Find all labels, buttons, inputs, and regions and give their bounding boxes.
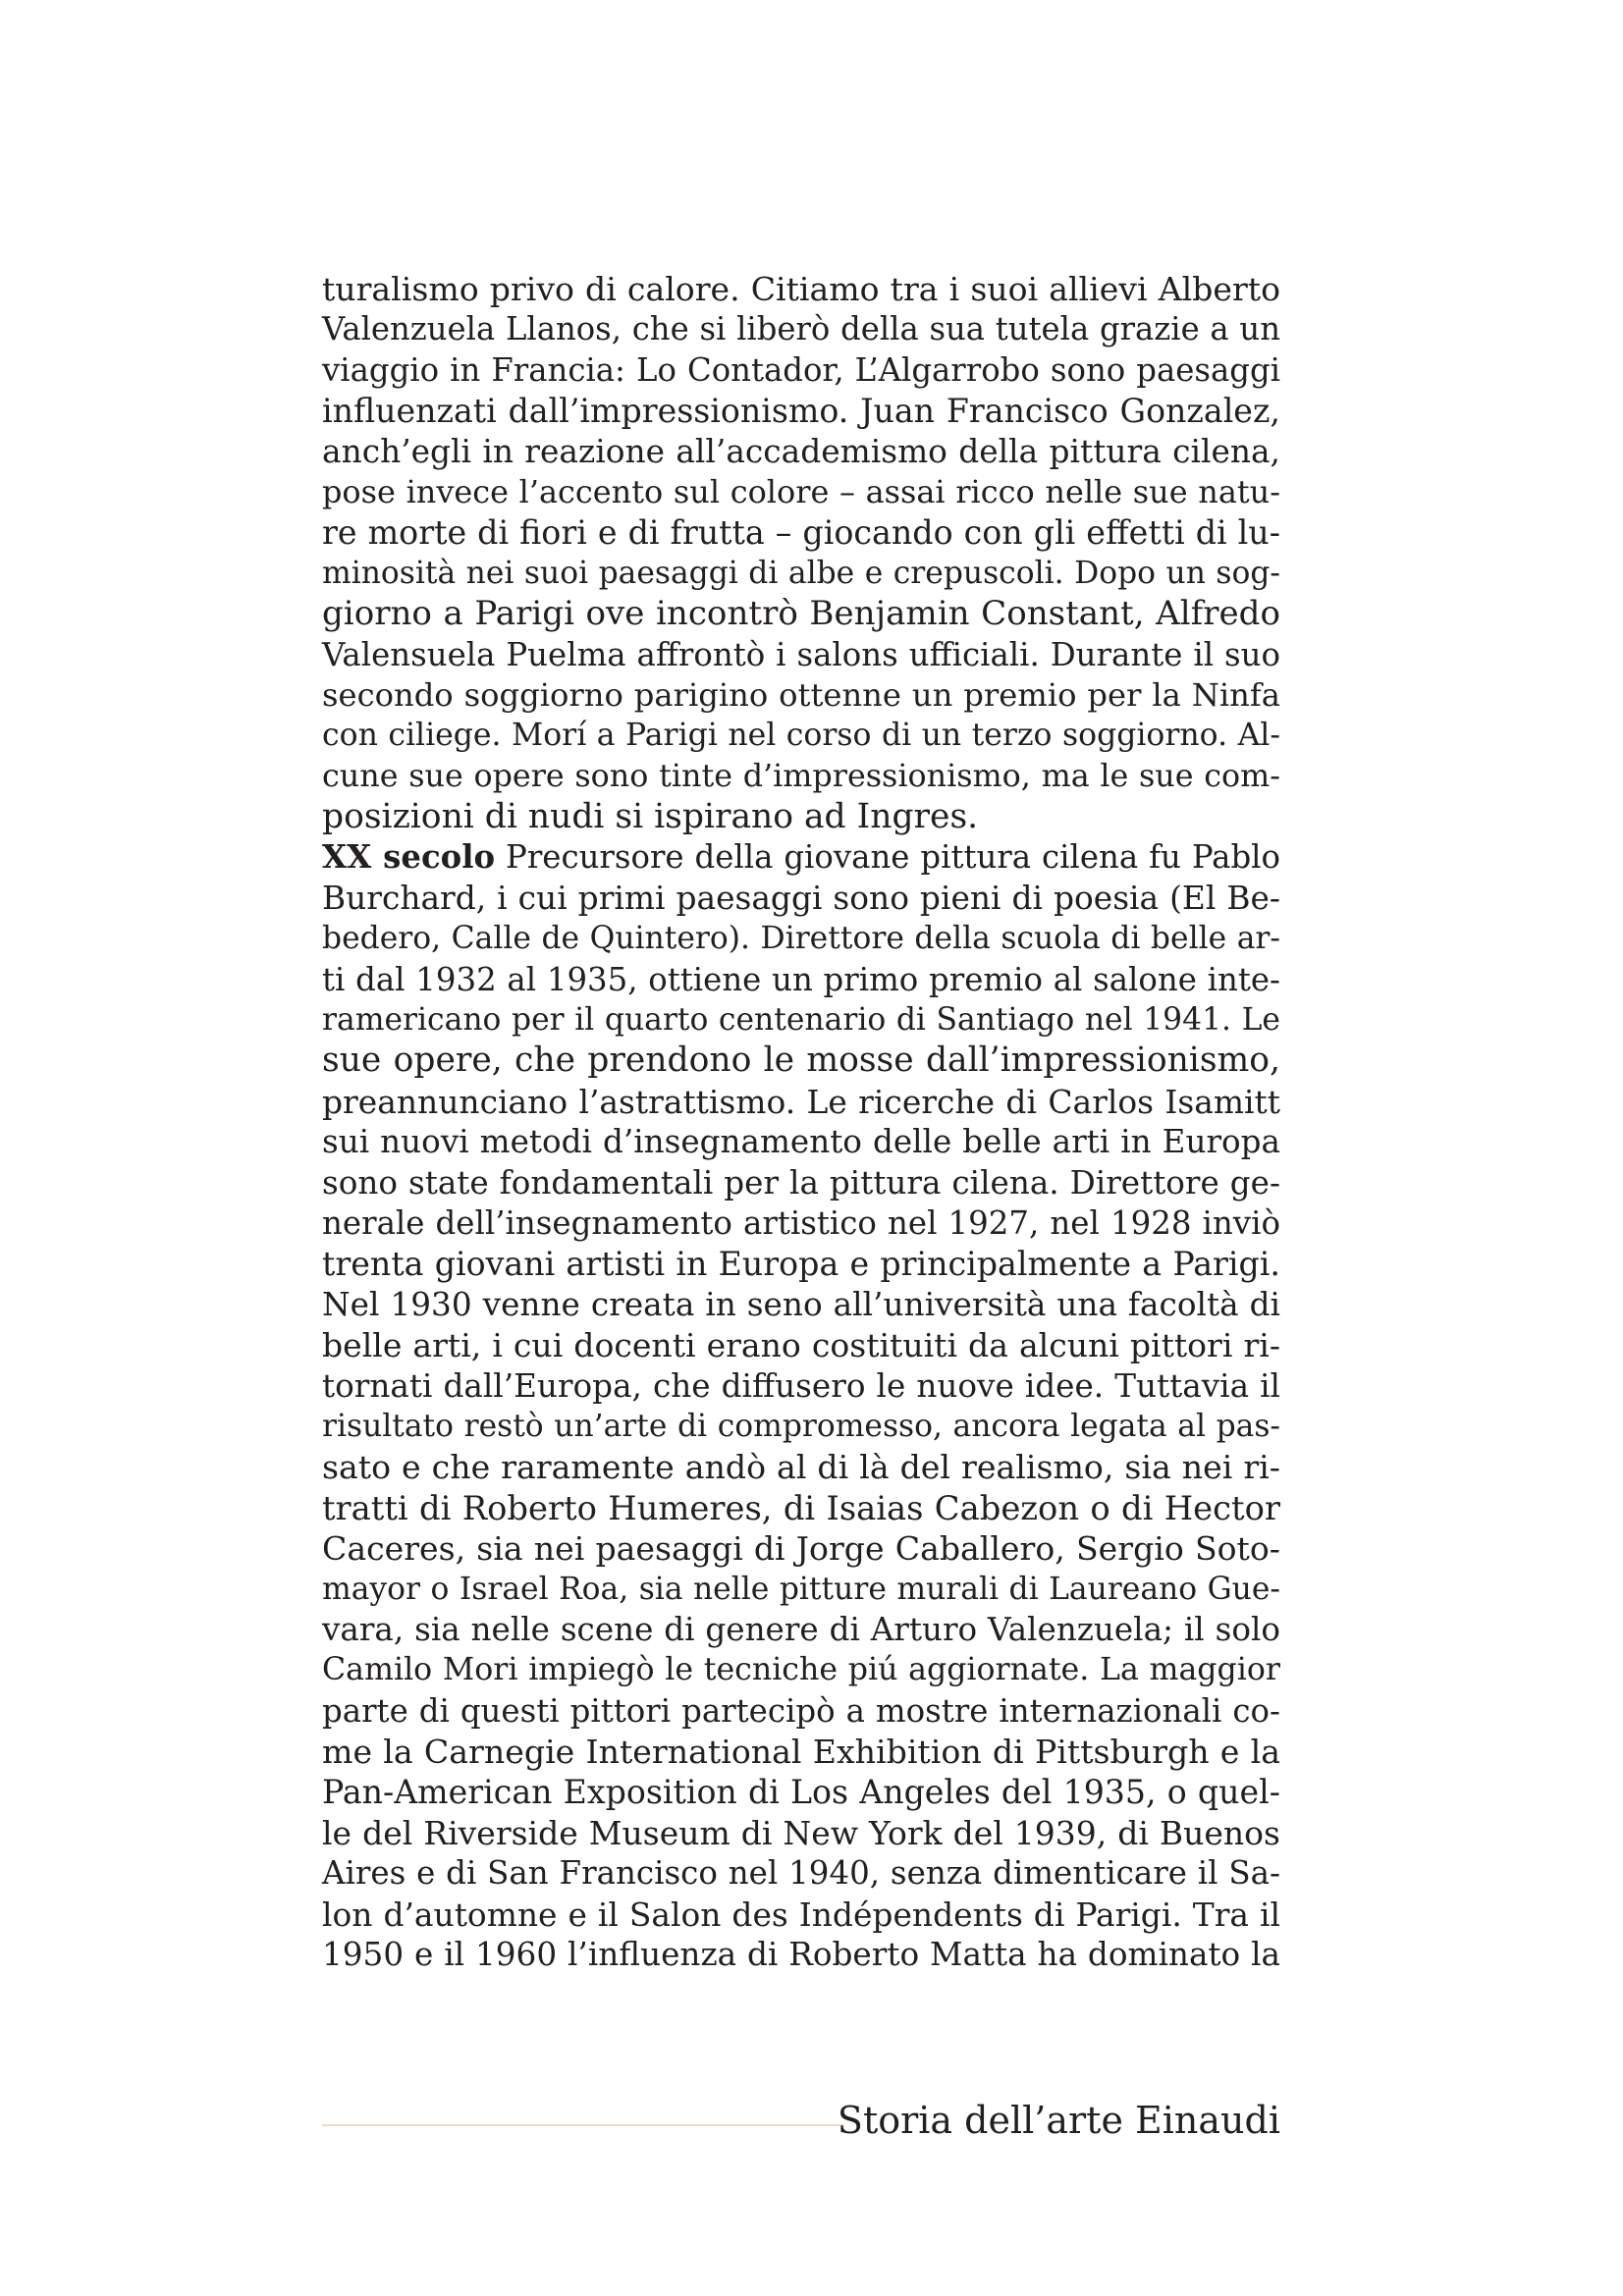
text-line: Caceres, sia nei paesaggi di Jorge Caballero, Sergio Soto- xyxy=(322,1529,1280,1569)
text-line: parte di questi pittori partecipò a mostre internazionali co- xyxy=(322,1691,1280,1730)
text-line: pose invece l’accento sul colore – assai ricco nelle sue natu- xyxy=(322,472,1280,510)
text-line: sato e che raramente andò al di là del realismo, sia nei ri- xyxy=(322,1448,1280,1487)
text-line: turalismo privo di calore. Citiamo tra i suoi allievi Alberto xyxy=(322,270,1280,308)
text-line: influenzati dall’impressionismo. Juan Francisco Gonzalez, xyxy=(322,392,1280,431)
text-line: Camilo Mori impiegò le tecniche piú aggiornate. La maggior xyxy=(322,1652,1280,1688)
text-line: sui nuovi metodi d’insegnamento delle belle arti in Europa xyxy=(322,1123,1280,1161)
text-line: mayor o Israel Roa, sia nelle pitture murali di Laureano Gue- xyxy=(322,1571,1280,1607)
text-line: minosità nei suoi paesaggi di albe e crepuscoli. Dopo un sog- xyxy=(322,555,1280,591)
text-line: tornati dall’Europa, che diffusero le nuove idee. Tuttavia il xyxy=(322,1366,1280,1405)
text-line: ti dal 1932 al 1935, ottiene un primo premio al salone inte- xyxy=(322,960,1280,998)
text-line: viaggio in Francia: Lo Contador, L’Algarrobo sono paesaggi xyxy=(322,350,1280,389)
text-line: con ciliege. Morí a Parigi nel corso di un terzo soggiorno. Al- xyxy=(322,718,1280,754)
section-heading: XX secolo xyxy=(322,838,496,877)
text-line: anch’egli in reazione all’accademismo della pittura cilena, xyxy=(322,432,1280,470)
section-first-line xyxy=(322,837,1280,878)
text-line: bedero, Calle de Quintero). Direttore della scuola di belle ar- xyxy=(322,921,1280,957)
text-line: Pan-American Exposition di Los Angeles del 1935, o quel- xyxy=(322,1773,1280,1812)
text-line: trenta giovani artisti in Europa e principalmente a Parigi. xyxy=(322,1245,1280,1284)
text-line: lon d’automne e il Salon des Indépendents di Parigi. Tra il xyxy=(322,1895,1280,1934)
section-first-line-text: Precursore della giovane pittura cilena fu Pablo xyxy=(495,838,1280,877)
text-line: cune sue opere sono tinte d’impressionismo, ma le sue com- xyxy=(322,758,1280,794)
text-line: tratti di Roberto Humeres, di Isaias Cabezon o di Hector xyxy=(322,1488,1280,1527)
text-line: ramericano per il quarto centenario di Santiago nel 1941. Le xyxy=(322,1002,1280,1039)
text-line: Valensuela Puelma affrontò i salons ufficiali. Durante il suo xyxy=(322,635,1280,673)
text-line: sono state fondamentali per la pittura cilena. Direttore ge- xyxy=(322,1163,1280,1201)
text-line: Valenzuela Llanos, che si liberò della sua tutela grazie a un xyxy=(322,310,1280,348)
text-line: preannunciano l’astrattismo. Le ricerche di Carlos Isamitt xyxy=(322,1082,1280,1121)
text-line: re morte di fiori e di frutta – giocando con gli effetti di lu- xyxy=(322,513,1280,553)
text-line: Aires e di San Francisco nel 1940, senza dimenticare il Sa- xyxy=(322,1854,1280,1893)
text-line: le del Riverside Museum di New York del 1939, di Buenos xyxy=(322,1813,1280,1852)
text-line: giorno a Parigi ove incontrò Benjamin Constant, Alfredo xyxy=(322,594,1280,634)
text-line: vara, sia nelle scene di genere di Arturo Valenzuela; il solo xyxy=(322,1610,1280,1648)
text-line: me la Carnegie International Exhibition di Pittsburgh e la xyxy=(322,1733,1280,1772)
text-line: secondo soggiorno parigino ottenne un premio per la Ninfa xyxy=(322,675,1280,714)
text-line: sue opere, che prendono le mosse dall’impressionismo, xyxy=(322,1041,1280,1081)
text-line: risultato restò un’arte di compromesso, ancora legata al pas- xyxy=(322,1408,1280,1444)
text-line: 1950 e il 1960 l’influenza di Roberto Matta ha dominato la xyxy=(322,1936,1280,1974)
text-line: Burchard, i cui primi paesaggi sono pieni di poesia (El Be- xyxy=(322,879,1280,917)
footer-publisher: Storia dell’arte Einaudi xyxy=(837,2099,1280,2142)
body-text xyxy=(322,269,1280,1975)
text-line: posizioni di nudi si ispirano ad Ingres. xyxy=(322,797,979,837)
text-line: Nel 1930 venne creata in seno all’università una facoltà di xyxy=(322,1285,1280,1323)
text-line: nerale dell’insegnamento artistico nel 1927, nel 1928 inviò xyxy=(322,1203,1280,1242)
text-line: belle arti, i cui docenti erano costituiti da alcuni pittori ri- xyxy=(322,1326,1280,1365)
footer-rule xyxy=(322,2124,844,2126)
